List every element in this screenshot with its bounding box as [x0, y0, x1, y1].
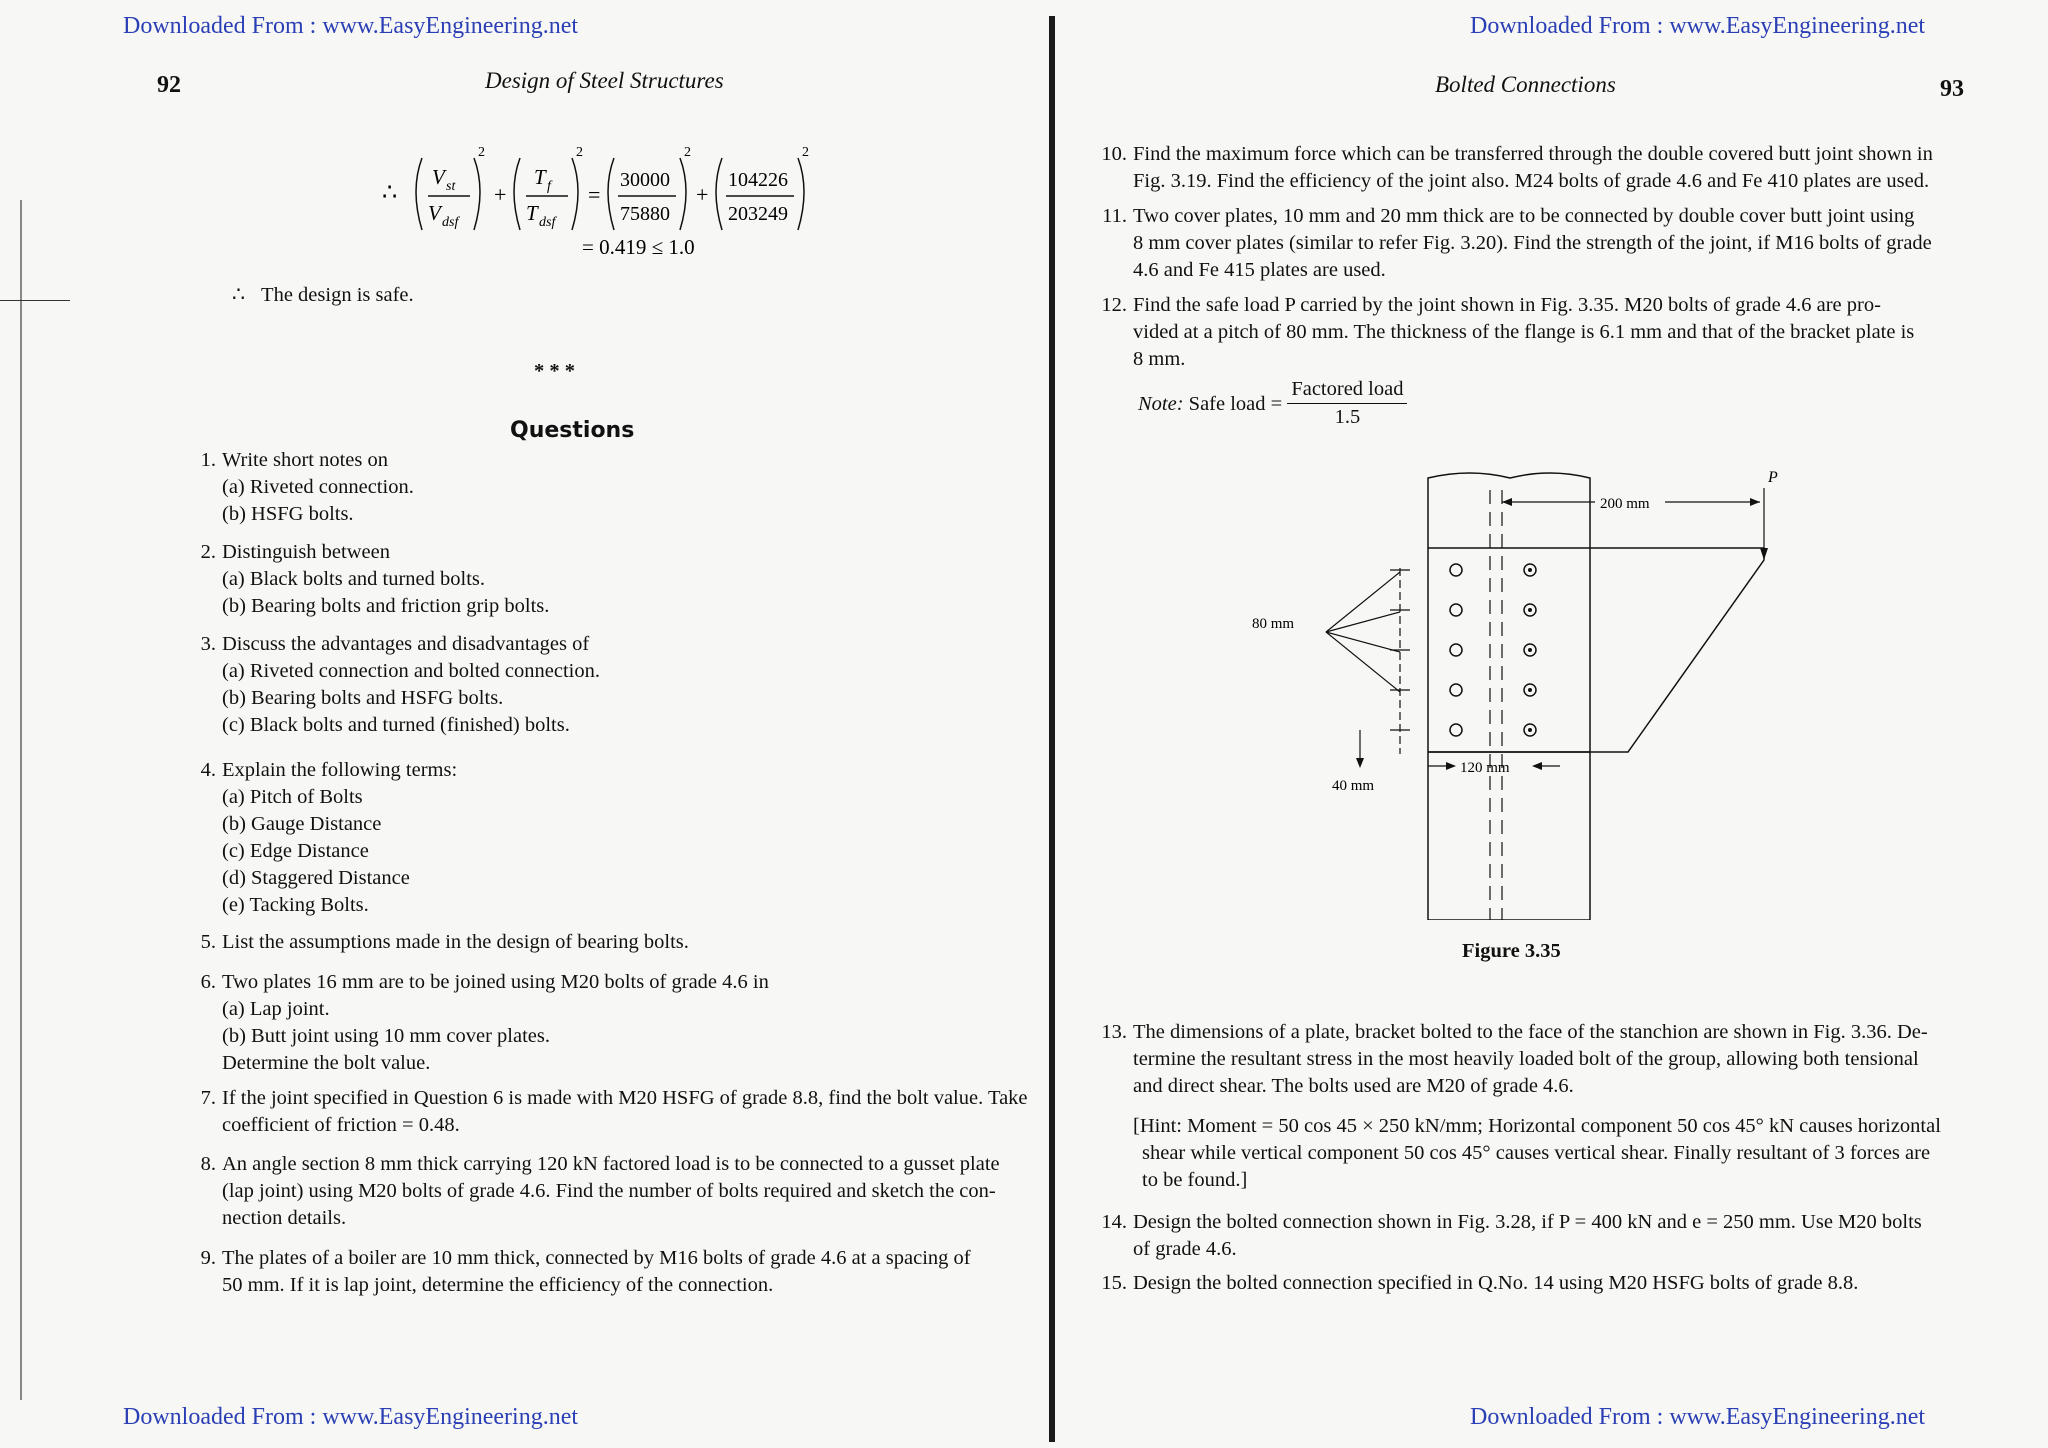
stanchion-outline: [1428, 473, 1590, 920]
svg-text:=: =: [588, 182, 601, 207]
question-text-line: termine the resultant stress in the most heavily loaded bolt of the group, allowing both tensional: [1133, 1048, 1919, 1070]
question-7: [190, 1085, 1028, 1139]
question-subitem: (a) Riveted connection and bolted connection.: [222, 660, 600, 682]
question-subitem: (a) Riveted connection.: [222, 476, 414, 498]
question-text-line: 8 mm.: [1133, 348, 1186, 370]
right-page-number: 93: [1940, 76, 1964, 102]
question-subitem: (b) Bearing bolts and friction grip bolts.: [222, 595, 550, 617]
dim-40mm: 40 mm: [1332, 778, 1375, 794]
question-number: 15.: [1101, 1272, 1127, 1294]
svg-text:T: T: [526, 201, 538, 225]
question-number: 2.: [200, 541, 216, 563]
question-text-line: 4.6 and Fe 415 plates are used.: [1133, 259, 1386, 281]
question-text: Write short notes on: [222, 449, 388, 471]
question-number: 13.: [1101, 1021, 1127, 1043]
question-number: 1.: [200, 449, 216, 471]
svg-text:= 0.419 ≤ 1.0: = 0.419 ≤ 1.0: [582, 235, 695, 259]
interaction-equation: [370, 140, 830, 270]
question-text-line: Find the maximum force which can be transferred through the double covered butt joint shown in: [1133, 143, 1933, 165]
question-subitem: (b) Gauge Distance: [222, 813, 382, 835]
question-15: [1095, 1270, 1858, 1297]
question-text-line: 8 mm cover plates (similar to refer Fig. 3.20). Find the strength of the joint, if M16 bolts of grade: [1133, 232, 1932, 254]
question-number: 6.: [200, 971, 216, 993]
question-text-line: Fig. 3.19. Find the efficiency of the joint also. M24 bolts of grade 4.6 and Fe 410 plates are used.: [1133, 170, 1930, 192]
svg-text:2: 2: [802, 145, 809, 160]
load-label-p: P: [1768, 469, 1778, 486]
question-text-line: Design the bolted connection specified in Q.No. 14 using M20 HSFG bolts of grade 8.8.: [1133, 1272, 1859, 1294]
question-text-line: and direct shear. The bolts used are M20 of grade 4.6.: [1133, 1075, 1574, 1097]
left-page-number: 92: [157, 72, 181, 98]
question-number: 4.: [200, 759, 216, 781]
scan-edge-left: [20, 200, 22, 1400]
question-text-line: An angle section 8 mm thick carrying 120 kN factored load is to be connected to a gusset plate: [222, 1153, 1000, 1175]
download-header-left[interactable]: Downloaded From : www.EasyEngineering.net: [123, 13, 579, 39]
questions-heading: Questions: [510, 418, 635, 443]
question-13: [1095, 1019, 1928, 1100]
download-footer-right[interactable]: Downloaded From : www.EasyEngineering.net: [1470, 1404, 1926, 1430]
question-text-line: (lap joint) using M20 bolts of grade 4.6. Find the number of bolts required and sketch the con-: [222, 1180, 996, 1202]
question-11: [1095, 203, 1932, 284]
question-number: 5.: [200, 931, 216, 953]
question-subitem: (a) Black bolts and turned bolts.: [222, 568, 486, 590]
question-subitem: (a) Pitch of Bolts: [222, 786, 363, 808]
question-9: [190, 1245, 971, 1299]
question-8: [190, 1151, 1000, 1232]
question-subitem: (b) HSFG bolts.: [222, 503, 354, 525]
svg-text:203249: 203249: [728, 203, 788, 225]
question-number: 10.: [1101, 143, 1127, 165]
question-text-line: 50 mm. If it is lap joint, determine the efficiency of the connection.: [222, 1274, 774, 1296]
question-number: 8.: [200, 1153, 216, 1175]
svg-text:2: 2: [478, 145, 485, 160]
question-text: Two plates 16 mm are to be joined using M20 bolts of grade 4.6 in: [222, 971, 769, 993]
question-12: [1095, 292, 1914, 373]
question-1: [190, 447, 414, 528]
dim-120mm: 120 mm: [1460, 760, 1510, 776]
question-text: Explain the following terms:: [222, 759, 458, 781]
note-numerator: Factored load: [1287, 376, 1407, 404]
dim-200mm: 200 mm: [1600, 496, 1650, 512]
question-text-line: The dimensions of a plate, bracket bolted to the face of the stanchion are shown in Fig. 3.36. De-: [1133, 1021, 1928, 1043]
svg-text:104226: 104226: [728, 169, 788, 191]
hint-block: [Hint: Moment = 50 cos 45 × 250 kN/mm; Horizontal component 50 cos 45° kN causes horizontal shear while vertical component 50 cos 45° causes vertical shear. Finally resultant of 3 forces are to be found.]: [1133, 1115, 1941, 1191]
question-subitem: (d) Staggered Distance: [222, 867, 410, 889]
question-text: Distinguish between: [222, 541, 390, 563]
question-14: [1095, 1209, 1922, 1263]
dim-80mm: 80 mm: [1252, 616, 1295, 632]
therefore-symbol: ∴: [382, 180, 398, 206]
page-gutter: [1049, 16, 1055, 1442]
svg-text:V: V: [428, 201, 441, 225]
question-subitem: (c) Black bolts and turned (finished) bolts.: [222, 714, 570, 736]
bracket-plate: [1428, 548, 1764, 752]
question-number: 12.: [1101, 294, 1127, 316]
question-4: [190, 757, 457, 919]
note-denominator: 1.5: [1334, 406, 1361, 428]
question-text-line: Design the bolted connection shown in Fig. 3.28, if P = 400 kN and e = 250 mm. Use M20 bolts: [1133, 1211, 1922, 1233]
section-separator-stars: * * *: [534, 360, 575, 382]
question-subitem: (b) Butt joint using 10 mm cover plates.: [222, 1025, 550, 1047]
left-running-title: Design of Steel Structures: [485, 68, 724, 93]
question-text-line: of grade 4.6.: [1133, 1238, 1237, 1260]
question-text-line: The plates of a boiler are 10 mm thick, connected by M16 bolts of grade 4.6 at a spacing of: [222, 1247, 971, 1269]
download-footer-left[interactable]: Downloaded From : www.EasyEngineering.net: [123, 1404, 579, 1430]
download-header-right[interactable]: Downloaded From : www.EasyEngineering.net: [1470, 13, 1926, 39]
question-number: 14.: [1101, 1211, 1127, 1233]
svg-text:+: +: [494, 182, 507, 207]
svg-text:dsf: dsf: [539, 215, 556, 230]
question-text-line: If the joint specified in Question 6 is made with M20 HSFG of grade 8.8, find the bolt value. Take: [222, 1087, 1028, 1109]
svg-text:+: +: [696, 182, 709, 207]
question-5: [190, 929, 689, 956]
svg-text:75880: 75880: [620, 203, 670, 225]
question-subitem: (e) Tacking Bolts.: [222, 894, 369, 916]
question-text-line: Two cover plates, 10 mm and 20 mm thick are to be connected by double cover butt joint using: [1133, 205, 1915, 227]
question-text-line: Find the safe load P carried by the joint shown in Fig. 3.35. M20 bolts of grade 4.6 are pro-: [1133, 294, 1881, 316]
svg-text:V: V: [432, 165, 445, 189]
design-safe-conclusion: ∴ The design is safe.: [232, 284, 414, 306]
svg-text:dsf: dsf: [442, 215, 459, 230]
question-number: 7.: [200, 1087, 216, 1109]
question-2: [190, 539, 549, 620]
question-number: 9.: [200, 1247, 216, 1269]
question-subitem: (b) Bearing bolts and HSFG bolts.: [222, 687, 504, 709]
scan-edge-mark: [0, 300, 70, 301]
svg-text:T: T: [534, 165, 546, 189]
question-number: 11.: [1102, 205, 1127, 227]
question-subitem: (c) Edge Distance: [222, 840, 369, 862]
bolt-holes: [1450, 564, 1536, 736]
question-followup: Determine the bolt value.: [222, 1052, 431, 1074]
question-10: [1095, 141, 1933, 195]
svg-text:2: 2: [576, 145, 583, 160]
question-number: 3.: [200, 633, 216, 655]
question-subitem: (a) Lap joint.: [222, 998, 330, 1020]
figure-3-35-bracket: [1240, 460, 1800, 920]
safe-load-note: Note: Safe load = $\frac{\text{Factored load}}{1.5}$: [1138, 378, 1407, 433]
svg-text:30000: 30000: [620, 169, 670, 191]
figure-caption: Figure 3.35: [1462, 940, 1561, 962]
question-text-line: vided at a pitch of 80 mm. The thickness of the flange is 6.1 mm and that of the bracket plate is: [1133, 321, 1915, 343]
question-text: List the assumptions made in the design of bearing bolts.: [222, 931, 689, 953]
question-text-line: nection details.: [222, 1207, 347, 1229]
question-text-line: coefficient of friction = 0.48.: [222, 1114, 460, 1136]
svg-text:f: f: [547, 179, 551, 194]
svg-text:2: 2: [684, 145, 691, 160]
svg-text:st: st: [446, 179, 456, 194]
question-3: [190, 631, 600, 739]
question-text: Discuss the advantages and disadvantages of: [222, 633, 590, 655]
question-6: [190, 969, 769, 1077]
right-running-title: Bolted Connections: [1435, 72, 1616, 97]
